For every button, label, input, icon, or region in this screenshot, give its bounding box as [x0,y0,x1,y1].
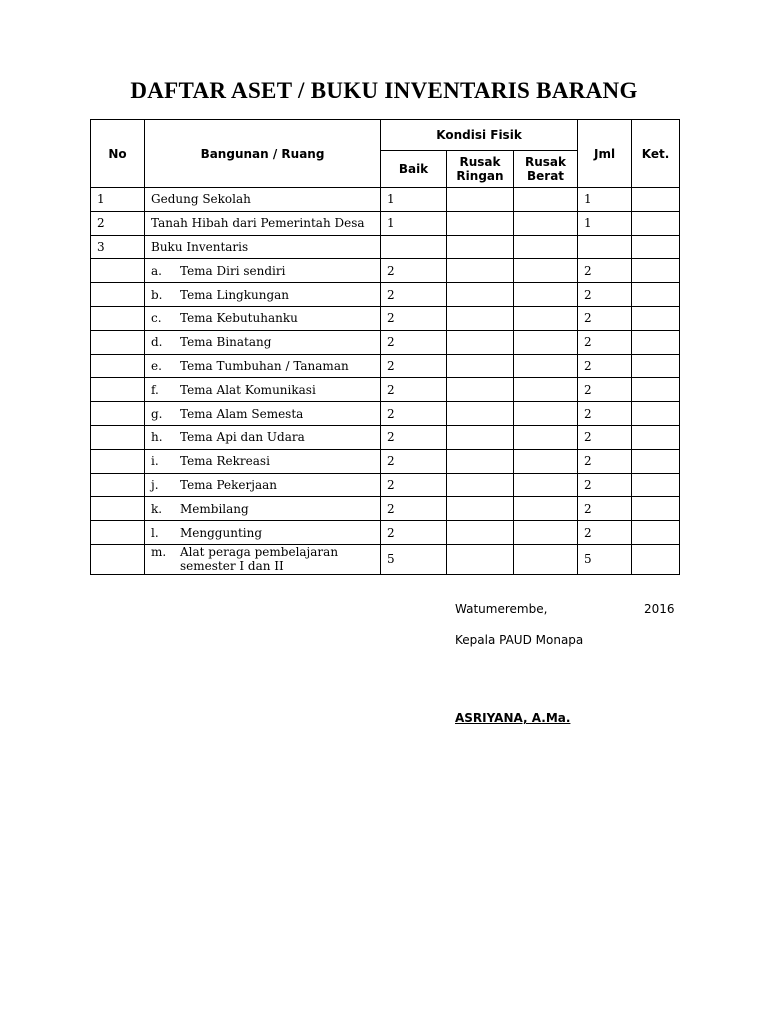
sub-item [151,288,374,302]
cell-jml: 2 [578,330,632,354]
signature-place: Watumerembe, [455,602,548,616]
cell-bangunan [145,402,381,426]
cell-rusak-ringan [447,521,514,545]
table-row [91,188,680,212]
cell-bangunan [145,259,381,283]
header-rusak-berat-line2: Berat [526,169,565,183]
sub-item [151,526,374,540]
cell-ket [632,235,680,259]
cell-jml: 2 [578,354,632,378]
cell-rusak-berat [514,211,578,235]
cell-rusak-berat [514,235,578,259]
table-row [91,378,680,402]
sub-item [151,454,374,468]
cell-rusak-berat [514,425,578,449]
sub-item-label: Tema Diri sendiri [180,263,286,278]
cell-ket [632,497,680,521]
cell-ket [632,306,680,330]
cell-bangunan [145,521,381,545]
cell-bangunan [145,354,381,378]
cell-bangunan [145,497,381,521]
cell-baik: 5 [381,544,447,574]
header-rusak-berat-line1: Rusak [525,155,567,169]
table-row [91,497,680,521]
sub-item [151,407,374,421]
signature-year: 2016 [644,602,675,616]
cell-rusak-berat [514,449,578,473]
cell-rusak-berat [514,306,578,330]
sub-item [151,478,374,492]
cell-no [91,521,145,545]
cell-bangunan [145,330,381,354]
cell-bangunan [145,425,381,449]
cell-bangunan [145,544,381,574]
cell-no [91,402,145,426]
cell-baik: 2 [381,330,447,354]
header-kondisi-fisik: Kondisi Fisik [381,120,578,151]
cell-bangunan [145,449,381,473]
cell-ket [632,211,680,235]
cell-rusak-berat [514,354,578,378]
sub-item [151,430,374,444]
cell-jml: 2 [578,425,632,449]
cell-no [91,378,145,402]
signature-name: ASRIYANA, A.Ma. [455,711,571,725]
header-no: No [91,120,145,188]
cell-jml: 1 [578,188,632,212]
cell-baik: 2 [381,425,447,449]
table-row [91,235,680,259]
cell-rusak-ringan [447,449,514,473]
cell-jml: 2 [578,283,632,307]
cell-rusak-berat [514,521,578,545]
cell-jml: 5 [578,544,632,574]
cell-ket [632,259,680,283]
cell-no [91,306,145,330]
cell-ket [632,330,680,354]
table-row [91,211,680,235]
cell-no: 2 [91,211,145,235]
sub-item-letter: h. [151,430,163,445]
sub-item-label: Membilang [180,501,249,516]
cell-baik: 2 [381,259,447,283]
table-row [91,330,680,354]
cell-baik [381,235,447,259]
signature-role: Kepala PAUD Monapa [455,633,584,647]
header-rusak-ringan [447,151,514,188]
sub-item-letter: m. [151,545,167,560]
header-jml: Jml [578,120,632,188]
cell-rusak-ringan [447,425,514,449]
cell-jml: 2 [578,521,632,545]
cell-rusak-berat [514,283,578,307]
cell-rusak-berat [514,473,578,497]
sub-item-letter: j. [151,477,159,492]
cell-rusak-ringan [447,544,514,574]
sub-item-label: Alat peraga pembelajaran semester I dan II [180,545,339,574]
table-row [91,259,680,283]
cell-rusak-berat [514,497,578,521]
sub-item-label: Tema Kebutuhanku [180,311,298,326]
cell-jml: 2 [578,378,632,402]
cell-ket [632,473,680,497]
cell-baik: 2 [381,402,447,426]
cell-no [91,259,145,283]
sub-item-letter: k. [151,501,163,516]
cell-rusak-ringan [447,473,514,497]
sub-item-label: Menggunting [180,525,263,540]
cell-jml: 2 [578,402,632,426]
cell-bangunan [145,306,381,330]
cell-no [91,497,145,521]
sub-item [151,264,374,278]
header-rusak-ringan-line2: Ringan [456,169,504,183]
table-row [91,473,680,497]
sub-item [151,335,374,349]
cell-baik: 2 [381,473,447,497]
cell-jml: 2 [578,449,632,473]
cell-ket [632,402,680,426]
cell-baik: 2 [381,497,447,521]
cell-bangunan: Gedung Sekolah [145,188,381,212]
cell-rusak-berat [514,330,578,354]
cell-rusak-berat [514,544,578,574]
cell-rusak-berat [514,402,578,426]
cell-baik: 2 [381,283,447,307]
header-bangunan: Bangunan / Ruang [145,120,381,188]
cell-rusak-ringan [447,259,514,283]
sub-item-label: Tema Tumbuhan / Tanaman [180,358,349,373]
cell-rusak-ringan [447,306,514,330]
sub-item-label: Tema Binatang [180,335,272,350]
table-row [91,425,680,449]
cell-baik: 2 [381,378,447,402]
cell-rusak-ringan [447,497,514,521]
sub-item-letter: i. [151,454,159,469]
header-rusak-berat [514,151,578,188]
sub-item-letter: a. [151,263,162,278]
table-row [91,354,680,378]
cell-rusak-ringan [447,188,514,212]
cell-no [91,283,145,307]
document-title: DAFTAR ASET / BUKU INVENTARIS BARANG [130,78,638,103]
cell-rusak-ringan [447,402,514,426]
cell-jml: 2 [578,259,632,283]
cell-jml: 2 [578,497,632,521]
cell-baik: 2 [381,449,447,473]
cell-ket [632,283,680,307]
table-row [91,449,680,473]
inventory-table [90,119,680,575]
cell-baik: 2 [381,306,447,330]
cell-rusak-berat [514,378,578,402]
sub-item-letter: e. [151,358,162,373]
cell-rusak-berat [514,188,578,212]
sub-item-letter: c. [151,311,162,326]
sub-item-label: Tema Alam Semesta [180,406,304,421]
cell-no: 1 [91,188,145,212]
cell-ket [632,378,680,402]
cell-rusak-ringan [447,354,514,378]
header-rusak-ringan-line1: Rusak [459,155,501,169]
sub-item-label: Tema Rekreasi [180,454,270,469]
cell-no [91,330,145,354]
sub-item-letter: g. [151,406,163,421]
cell-ket [632,521,680,545]
cell-baik: 1 [381,211,447,235]
header-baik: Baik [381,151,447,188]
cell-bangunan [145,378,381,402]
sub-item-letter: l. [151,525,159,540]
cell-rusak-ringan [447,378,514,402]
cell-ket [632,449,680,473]
sub-item-label: Tema Pekerjaan [180,477,278,492]
sub-item-letter: d. [151,335,163,350]
sub-item-letter: f. [151,382,159,397]
cell-rusak-berat [514,259,578,283]
cell-ket [632,544,680,574]
sub-item-letter: b. [151,287,163,302]
cell-no [91,544,145,574]
table-row [91,402,680,426]
cell-baik: 2 [381,354,447,378]
sub-item [151,359,374,373]
table-row [91,544,680,574]
inventory-body [91,188,680,575]
cell-baik: 1 [381,188,447,212]
sub-item-label: Tema Alat Komunikasi [180,382,316,397]
table-row [91,521,680,545]
cell-ket [632,425,680,449]
sub-item-label: Tema Lingkungan [180,287,290,302]
cell-ket [632,188,680,212]
table-row [91,306,680,330]
sub-item [151,502,374,516]
cell-no [91,354,145,378]
cell-bangunan [145,473,381,497]
cell-rusak-ringan [447,330,514,354]
sub-item [151,383,374,397]
cell-bangunan [145,283,381,307]
header-ket: Ket. [632,120,680,188]
cell-no [91,449,145,473]
cell-jml [578,235,632,259]
cell-jml: 1 [578,211,632,235]
sub-item [151,545,374,573]
cell-no [91,473,145,497]
cell-bangunan: Buku Inventaris [145,235,381,259]
cell-rusak-ringan [447,283,514,307]
sub-item [151,311,374,325]
cell-rusak-ringan [447,235,514,259]
sub-item-label: Tema Api dan Udara [180,430,305,445]
cell-no: 3 [91,235,145,259]
cell-jml: 2 [578,473,632,497]
cell-jml: 2 [578,306,632,330]
cell-baik: 2 [381,521,447,545]
cell-ket [632,354,680,378]
cell-bangunan: Tanah Hibah dari Pemerintah Desa [145,211,381,235]
table-row [91,283,680,307]
cell-no [91,425,145,449]
cell-rusak-ringan [447,211,514,235]
